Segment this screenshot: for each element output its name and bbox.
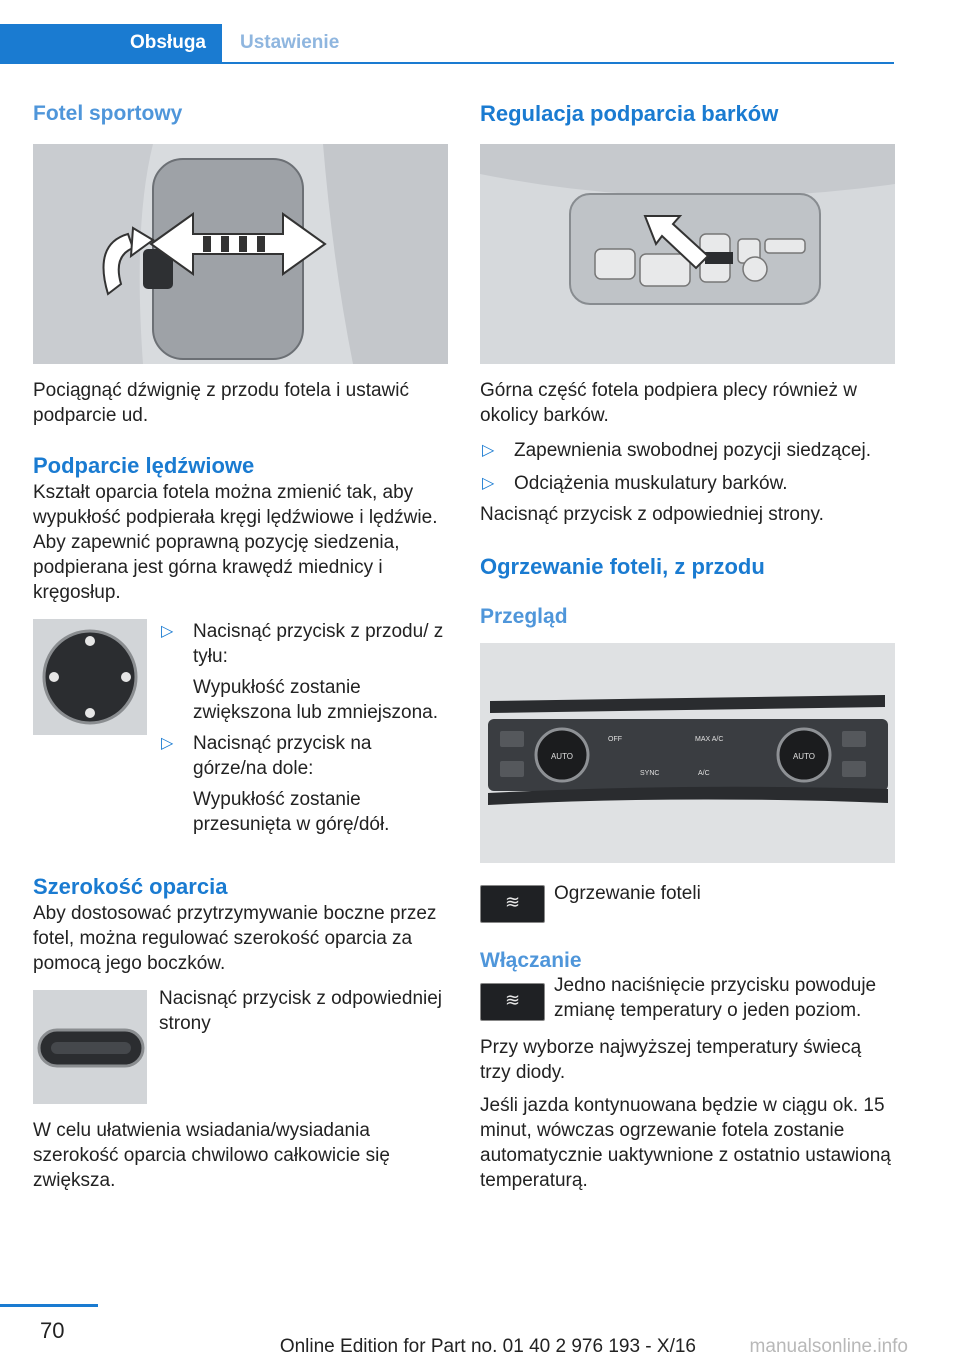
heading-backrest-width: Szerokość oparcia xyxy=(33,874,228,899)
text-sport-seat: Pociągnąć dźwignię z przodu fotela i ustawić podparcie ud. xyxy=(33,380,409,426)
panel-auto-left: AUTO xyxy=(550,752,574,761)
heading-lumbar: Podparcie lędźwiowe xyxy=(33,453,255,478)
footer-line xyxy=(0,1304,98,1307)
lumbar-bullet-1: ▷ Nacisnąć przycisk z przodu/ z tyłu: xyxy=(161,621,444,667)
text-width-entry: W celu ułatwienia wsiadania/wysiadania szerokość oparcia chwilowo całkowicie się zwiększa. xyxy=(33,1120,390,1191)
right-column xyxy=(480,100,895,1193)
heading-switch-on: Włączanie xyxy=(480,949,582,972)
seat-heating-button-icon: ≋ xyxy=(480,983,545,1021)
heading-overview: Przegląd xyxy=(480,605,568,628)
bullet-icon: ▷ xyxy=(482,475,495,492)
lumbar-bullet-1-sub: Wypukłość zostanie zwiększona lub zmniejszona. xyxy=(193,677,439,723)
page-number: 70 xyxy=(40,1318,65,1343)
bullet-icon: ▷ xyxy=(482,442,495,459)
tab-obsluga[interactable]: Obsługa xyxy=(0,24,222,62)
watermark: manualsonline.info xyxy=(749,1336,908,1357)
text-max-temp: Przy wyborze najwyższej temperatury świecą trzy diody. xyxy=(480,1037,862,1083)
text-auto-resume: Jeśli jazda kontynuowana będzie w ciągu ok. 15 minut, wówczas ogrzewanie fotela zostanie automatycznie uaktywnione z ostatnio ustawioną temperaturą. xyxy=(480,1095,891,1191)
edition-text: Online Edition for Part no. 01 40 2 976 193 - X/16 xyxy=(279,1336,696,1357)
lumbar-bullet-2: ▷ Nacisnąć przycisk na górze/na dole: xyxy=(161,733,372,779)
text-press-button: Nacisnąć przycisk z odpowiedniej strony. xyxy=(480,504,824,525)
lumbar-button-image xyxy=(33,619,147,735)
text-switch-on: Jedno naciśnięcie przycisku powoduje zmianę temperatury o jeden poziom. xyxy=(554,975,877,1021)
seat-heating-icon: ≋ xyxy=(480,885,545,923)
shoulder-bullet-1: ▷ Zapewnienia swobodnej pozycji siedzącej. xyxy=(482,440,871,461)
heading-seat-heating: Ogrzewanie foteli, z przodu xyxy=(480,554,765,579)
width-button-image xyxy=(33,990,147,1104)
seat-heating-icon-row xyxy=(480,881,895,931)
lumbar-bullet-2-sub: Wypukłość zostanie przesunięta w górę/dół. xyxy=(193,789,390,835)
panel-maxac: MAX A/C xyxy=(695,736,724,743)
sport-seat-illustration xyxy=(33,144,448,364)
text-width-button: Nacisnąć przycisk z odpowiedniej strony xyxy=(159,988,443,1034)
panel-sync: SYNC xyxy=(640,770,660,777)
shoulder-bullet-2: ▷ Odciążenia muskulatury barków. xyxy=(482,473,788,494)
heading-shoulder: Regulacja podparcia barków xyxy=(480,101,779,126)
panel-auto-right: AUTO xyxy=(792,752,816,761)
switch-on-row xyxy=(480,975,895,1029)
heading-sport-seat: Fotel sportowy xyxy=(33,102,183,125)
panel-ac: A/C xyxy=(698,770,710,777)
shoulder-support-illustration xyxy=(480,144,895,364)
lumbar-controls xyxy=(33,619,448,859)
text-shoulder: Górna część fotela podpiera plecy również w okolicy barków. xyxy=(480,380,858,426)
bullet-icon: ▷ xyxy=(161,623,174,640)
header-tabs xyxy=(0,24,894,64)
tab-ustawienie[interactable]: Ustawienie xyxy=(240,32,340,53)
text-backrest-width: Aby dostosować przytrzymywanie boczne przez fotel, można regulować szerokość oparcia za pomocą jego boczków. xyxy=(33,903,437,974)
width-controls xyxy=(33,986,448,1104)
bullet-icon: ▷ xyxy=(161,735,174,752)
text-lumbar: Kształt oparcia fotela można zmienić tak, aby wypukłość podpierała kręgi lędźwiowe i lędźwie. Aby zapewnić poprawną pozycję siedzenia, podpierana jest górna krawędź miednicy i kręgosłup. xyxy=(33,482,438,603)
panel-off: OFF xyxy=(608,736,622,743)
label-seat-heating: Ogrzewanie foteli xyxy=(554,883,701,904)
left-column xyxy=(33,100,448,1193)
climate-panel-illustration xyxy=(480,643,895,863)
